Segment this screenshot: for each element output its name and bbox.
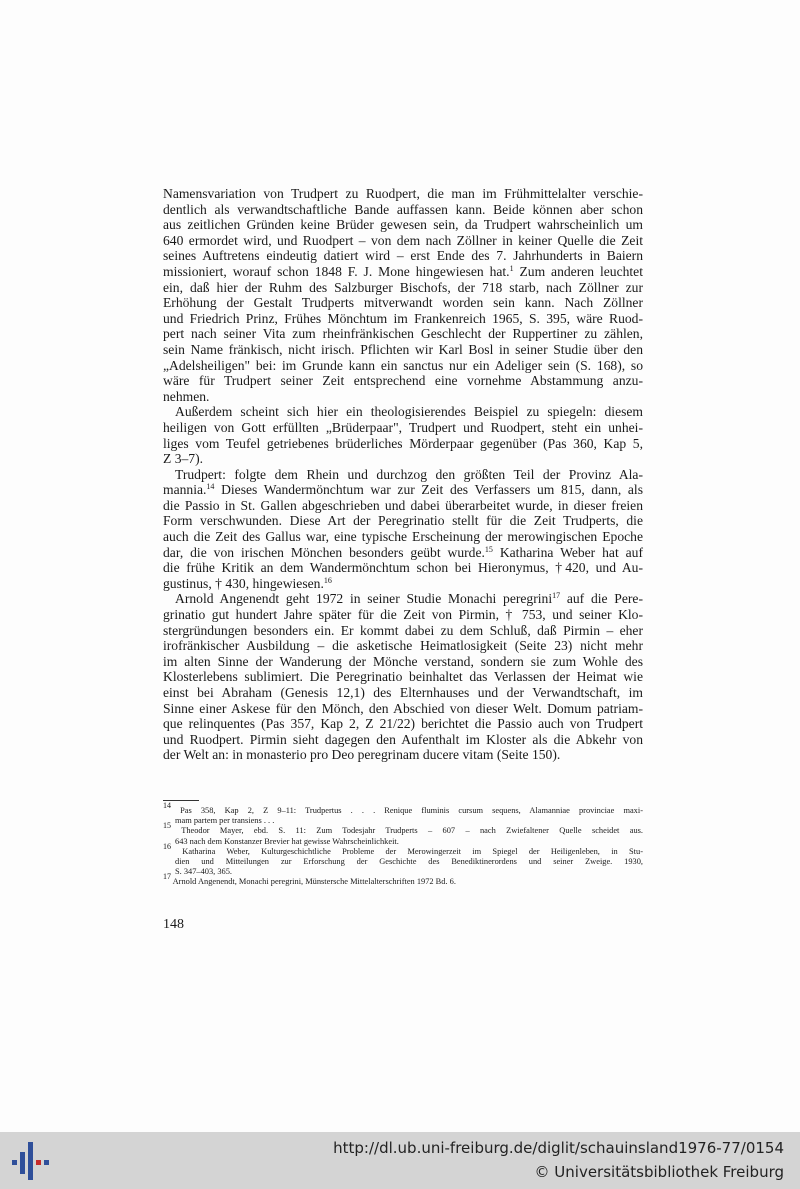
- text-line: seines Auftretens eindeutig datiert wird – erst Ende des 7. Jahrhunderts in Baiern: [163, 248, 643, 264]
- footnote-ref[interactable]: 17: [552, 591, 561, 601]
- text-line: Arnold Angenendt geht 1972 in seiner Studie Monachi peregrini$^{17}$ auf die Pere-: [175, 591, 643, 607]
- text-line: liges vom Teufel getriebenes brüderliches Mörderpaar gegenüber (Pas 360, Kap 5,: [163, 435, 643, 451]
- text-line: einst bei Abraham (Genesis 12,1) des Elternhauses und der Verwandtschaft, im: [163, 685, 643, 700]
- text-line: sein Name fränkisch, nicht irisch. Pflichten wir Karl Bosl in seiner Studie über den: [163, 341, 643, 357]
- text-line: im alten Sinne der Wanderung der Mönche verstand, sondern sie zum Wohle des: [163, 653, 643, 669]
- text-line: irofränkischer Ausbildung – die asketische Heimatlosigkeit (Seite 23) nicht mehr: [163, 638, 643, 654]
- footnote-line: mam partem per transiens . . .: [175, 816, 275, 826]
- footnote-ref[interactable]: 16: [323, 575, 332, 585]
- copyright-text: © Universitätsbibliothek Freiburg: [534, 1163, 784, 1181]
- text-line: Außerdem scheint sich hier ein theologisierendes Beispiel zu spiegeln: diesem: [175, 404, 643, 420]
- footnote-number: 17: [163, 872, 171, 882]
- footnote-line: S. 347–403, 365.: [175, 867, 233, 877]
- text-line: „Adelsheiligen" bei: im Grunde kann ein sanctus nur ein Adeliger sein (S. 168), so: [163, 357, 643, 373]
- text-line: dar, die von irischen Mönchen besonders geübt wurde.$^{15}$ Katharina Weber hat auf: [163, 544, 643, 560]
- text-line: stergründungen besonders ein. Er kommt dabei zu dem Schluß, daß Pirmin – eher: [163, 622, 643, 638]
- text-line: und Friedrich Prinz, Frühes Mönchtum im Frankenreich 1965, S. 395, wäre Ruod-: [163, 310, 643, 326]
- footnote-line: dien und Mitteilungen zur Erforschung der Geschichte des Benediktinerordens und seiner Zweige. 1930,: [175, 856, 643, 866]
- text-line: Sinne einer Askese für den Mönch, den Abschied von dieser Welt. Domum patriam-: [163, 700, 643, 716]
- footnote-number: 16: [163, 841, 171, 851]
- text-line: die Passio in St. Gallen abgeschrieben und dabei überarbeitet wurde, in dieser freien: [163, 497, 643, 513]
- text-line: Z 3–7).: [163, 451, 204, 467]
- footnote-ref[interactable]: 15: [484, 544, 493, 554]
- library-logo-icon: [10, 1138, 54, 1182]
- text-line: Form verschwunden. Diese Art der Peregrinatio stellt für die Zeit Trudperts, die: [163, 513, 643, 529]
- text-line: Trudpert: folgte dem Rhein und durchzog den größten Teil der Provinz Ala-: [175, 466, 643, 482]
- text-line: que relinquentes (Pas 357, Kap 2, Z 21/22) berichtet die Passio auch von Trudpert: [163, 716, 643, 732]
- text-line: missioniert, worauf schon 1848 F. J. Mone hingewiesen hat.$^1$ Zum anderen leuchtet: [163, 263, 643, 279]
- footnote-ref[interactable]: 1: [509, 263, 514, 273]
- text-line: heiligen von Gott erfüllten „Brüderpaar", Trudpert und Ruodpert, steht ein unhei-: [163, 419, 643, 435]
- text-line: Erhöhung der Gestalt Trudperts mitverwandt worden sein kann. Nach Zöllner: [163, 295, 643, 311]
- footnote-line: 643 nach dem Konstanzer Brevier hat gewisse Wahrscheinlichkeit.: [175, 836, 399, 846]
- text-line: auch die Zeit des Gallus war, eine typische Erscheinung der merowingischen Epoche: [163, 529, 643, 545]
- footer-bar: [0, 1132, 800, 1189]
- page-number: 148: [163, 917, 184, 932]
- footnotes: [163, 801, 643, 888]
- text-line: ein, daß hier der Ruhm des Salzburger Bischofs, der 718 starb, nach Zöllner zur: [163, 279, 643, 295]
- footnote-ref[interactable]: 14: [206, 482, 215, 492]
- text-line: und Ruodpert. Pirmin sieht dagegen den Aufenthalt im Kloster als die Abkehr von: [163, 731, 643, 747]
- text-line: dentlich als verwandtschaftliche Bande auffassen kann. Beide können aber schon: [163, 201, 643, 217]
- text-line: Klosterlebens sublimiert. Die Peregrinatio beinhaltet das Verlassen der Heimat wie: [163, 669, 643, 685]
- text-line: wäre für Trudpert seiner Zeit entsprechend eine vornehme Abstammung anzu-: [163, 373, 643, 389]
- body-text: [163, 186, 643, 763]
- footnote-line: $^{14}$ Pas 358, Kap 2, Z 9–11: Trudpertus . . . Renique fluminis cursum sequens, Alamanniae provinciae maxi-: [163, 801, 643, 815]
- document-url-link[interactable]: http://dl.ub.uni-freiburg.de/diglit/schauinsland1976-77/0154: [333, 1139, 784, 1157]
- footnote-line: $^{17}$ Arnold Angenendt, Monachi peregrini, Münstersche Mittelalterschriften 1972 Bd. 6.: [163, 872, 456, 887]
- text-line: mannia.$^{14}$ Dieses Wandermönchtum war zur Zeit des Verfassers um 815, dann, als: [163, 482, 643, 498]
- text-line: aus zeitlichen Gründen keine Brüder gewesen sein, da Trudpert wahrscheinlich um: [163, 217, 643, 233]
- footnote-number: 15: [163, 821, 171, 831]
- text-line: grinatio gut hundert Jahre später für die Zeit von Pirmin, † 753, und seiner Klo-: [163, 607, 643, 623]
- footnote-line: $^{16}$ Katharina Weber, Kulturgeschichtliche Probleme der Merowingerzeit im Spiegel der Heiligenleben, in Stu-: [163, 841, 643, 856]
- text-line: die frühe Kritik an dem Wandermönchtum schon bei Hieronymus, †420, und Au-: [163, 560, 643, 576]
- text-line: gustinus, † 430, hingewiesen.$^{16}$: [163, 575, 332, 591]
- text-line: pert nach seiner Vita zum rheinfränkischen Geschlecht der Ruppertiner zu zählen,: [163, 326, 643, 342]
- text-line: nehmen.: [163, 388, 210, 404]
- footnote-line: $^{15}$ Theodor Mayer, ebd. S. 11: Zum Todesjahr Trudperts – 607 – nach Zwiefaltener Quelle scheidet aus.: [163, 821, 643, 836]
- text-line: der Welt an: in monasterio pro Deo peregrinam ducere vitam (Seite 150).: [163, 747, 561, 763]
- text-line: Namensvariation von Trudpert zu Ruodpert, die man im Frühmittelalter verschie-: [163, 186, 643, 201]
- footnote-number: 14: [163, 801, 171, 810]
- text-line: 640 ermordet wird, und Ruodpert – von dem nach Zöllner in keiner Quelle die Zeit: [163, 232, 643, 248]
